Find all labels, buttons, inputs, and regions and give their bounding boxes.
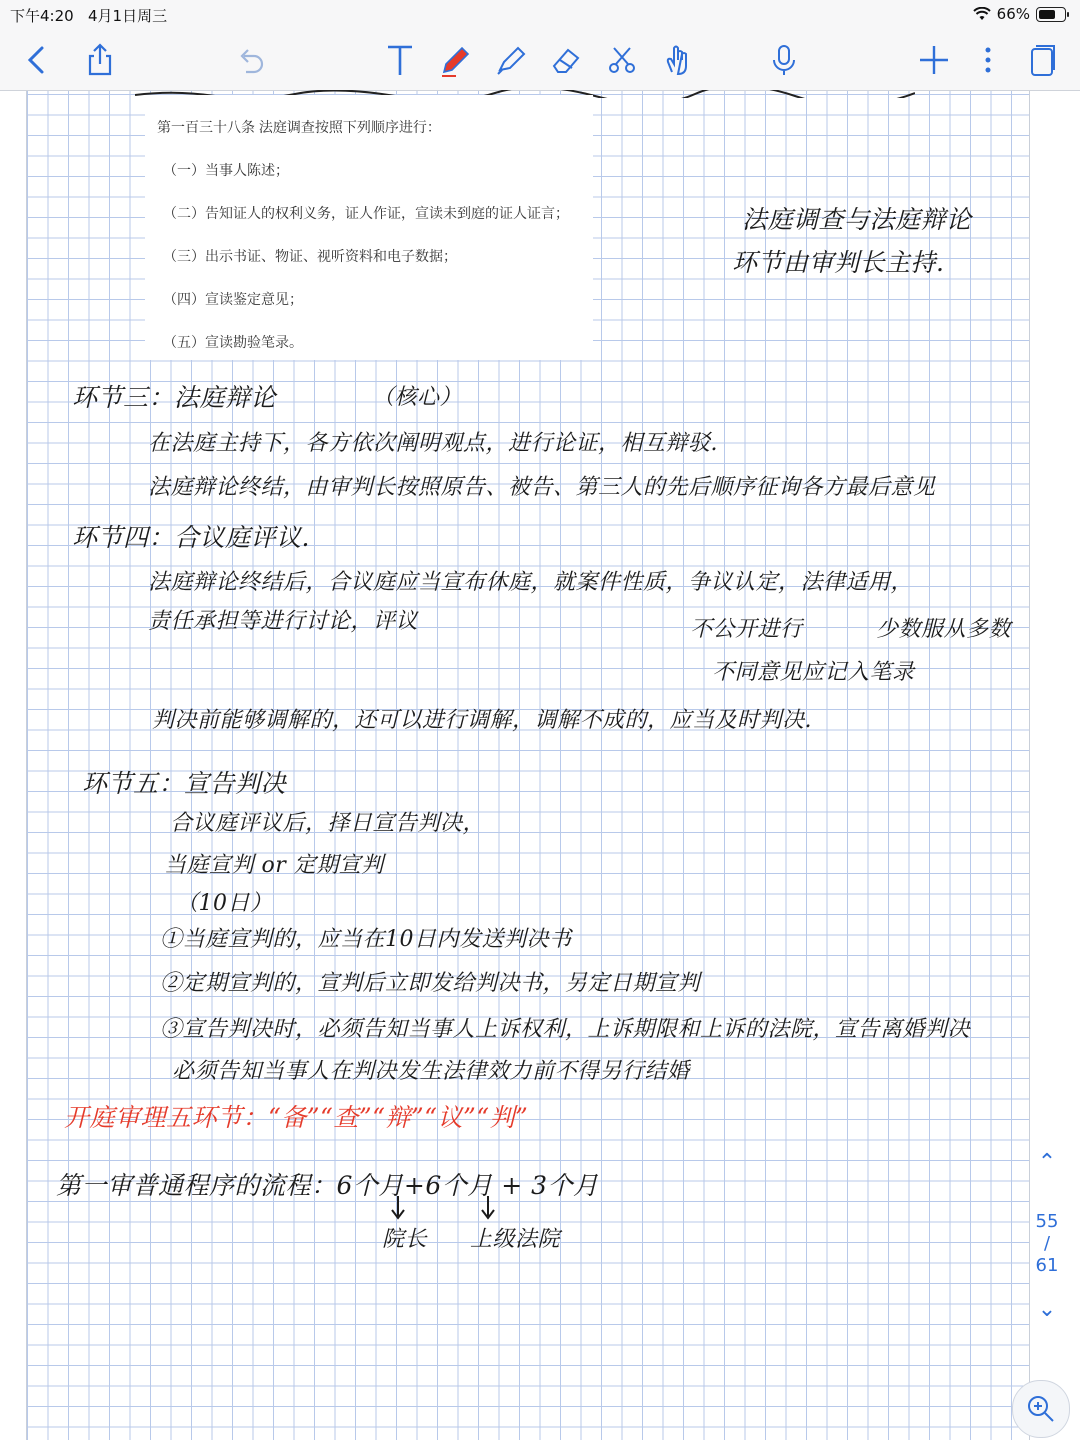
note-line: （10日） <box>176 891 273 916</box>
more-icon[interactable] <box>966 38 1010 82</box>
arrow-icon <box>388 1196 408 1220</box>
note-line: 在法庭主持下，各方依次阐明观点，进行论证，相互辩驳. <box>148 431 718 456</box>
battery-icon <box>1036 7 1066 22</box>
zoom-button[interactable] <box>1012 1380 1070 1438</box>
lasso-icon[interactable] <box>600 38 644 82</box>
eraser-icon[interactable] <box>544 38 588 82</box>
status-date: 4月1日周三 <box>88 7 168 25</box>
battery-percent: 66% <box>996 5 1030 23</box>
note-side-line: 不同意见应记入笔录 <box>712 660 915 685</box>
clip-item: （五）宣读勘验笔录。 <box>163 334 303 350</box>
red-summary-note: 开庭审理五环节：“备”“查”“辩”“议”“判” <box>64 1103 529 1132</box>
text-tool-icon[interactable] <box>378 38 422 82</box>
hand-icon[interactable] <box>656 38 700 82</box>
clip-item: （三）出示书证、物证、视听资料和电子数据； <box>163 248 457 264</box>
clip-item: （一）当事人陈述； <box>163 162 289 178</box>
clip-item: （四）宣读鉴定意见； <box>163 291 303 307</box>
note-line: ①当庭宣判的，应当在10日内发送判决书 <box>160 927 572 952</box>
section-3-title: 环节三：法庭辩论 <box>72 383 277 412</box>
note-line: ③宣告判决时，必须告知当事人上诉权利，上诉期限和上诉的法院，宣告离婚判决 <box>160 1017 971 1042</box>
section-4-title: 环节四：合议庭评议. <box>72 523 310 552</box>
note-line: 合议庭评议后，择日宣告判决， <box>170 811 486 836</box>
flow-note: 第一审普通程序的流程：6个月+6个月 + 3个月 <box>56 1171 599 1200</box>
note-line: 判决前能够调解的，还可以进行调解，调解不成的，应当及时判决. <box>152 708 812 733</box>
chevron-down-icon[interactable]: ⌄ <box>1037 1297 1057 1322</box>
section-5-title: 环节五：宣告判决 <box>82 769 287 798</box>
page-separator: / <box>1043 1233 1051 1254</box>
section-3-tag: （核心） <box>372 385 463 410</box>
pages-icon[interactable] <box>1020 38 1064 82</box>
note-side-line: 不公开进行 <box>690 617 803 642</box>
microphone-icon[interactable] <box>762 38 806 82</box>
page-navigator <box>1028 1150 1066 1330</box>
highlighter-icon[interactable] <box>488 38 532 82</box>
flow-label: 上级法院 <box>470 1227 561 1252</box>
note-line: 必须告知当事人在判决发生法律效力前不得另行结婚 <box>172 1059 690 1084</box>
pen-icon[interactable] <box>432 38 476 82</box>
add-icon[interactable] <box>912 38 956 82</box>
status-bar <box>0 0 1080 30</box>
back-chevron-icon[interactable] <box>16 38 60 82</box>
note-line: 当庭宣判 or 定期宣判 <box>164 853 384 878</box>
wifi-icon <box>973 7 991 21</box>
total-pages: 61 <box>1035 1255 1059 1276</box>
note-line: 法庭辩论终结后，合议庭应当宣布休庭，就案件性质，争议认定，法律适用， <box>148 570 914 595</box>
note-side-2: 环节由审判长主持. <box>732 248 945 277</box>
pasted-law-excerpt[interactable] <box>145 95 593 360</box>
chevron-up-icon[interactable]: ⌃ <box>1037 1150 1057 1175</box>
note-side-line: 少数服从多数 <box>876 617 1012 642</box>
note-side-1: 法庭调查与法庭辩论 <box>742 205 972 234</box>
flow-label: 院长 <box>382 1227 428 1252</box>
undo-icon[interactable] <box>228 38 272 82</box>
share-icon[interactable] <box>78 38 122 82</box>
current-page: 55 <box>1035 1211 1059 1232</box>
note-line: ②定期宣判的，宣判后立即发给判决书，另定日期宣判 <box>160 971 701 996</box>
zoom-in-icon <box>1026 1394 1056 1424</box>
note-line: 责任承担等进行讨论，评议 <box>148 609 419 634</box>
clip-heading: 第一百三十八条 法庭调查按照下列顺序进行： <box>157 119 441 135</box>
toolbar <box>0 30 1080 91</box>
note-line: 法庭辩论终结，由审判长按照原告、被告、第三人的先后顺序征询各方最后意见 <box>148 475 936 500</box>
clip-item: （二）告知证人的权利义务，证人作证，宣读未到庭的证人证言； <box>163 205 569 221</box>
status-time: 下午4:20 <box>10 7 74 25</box>
arrow-icon <box>478 1196 498 1220</box>
